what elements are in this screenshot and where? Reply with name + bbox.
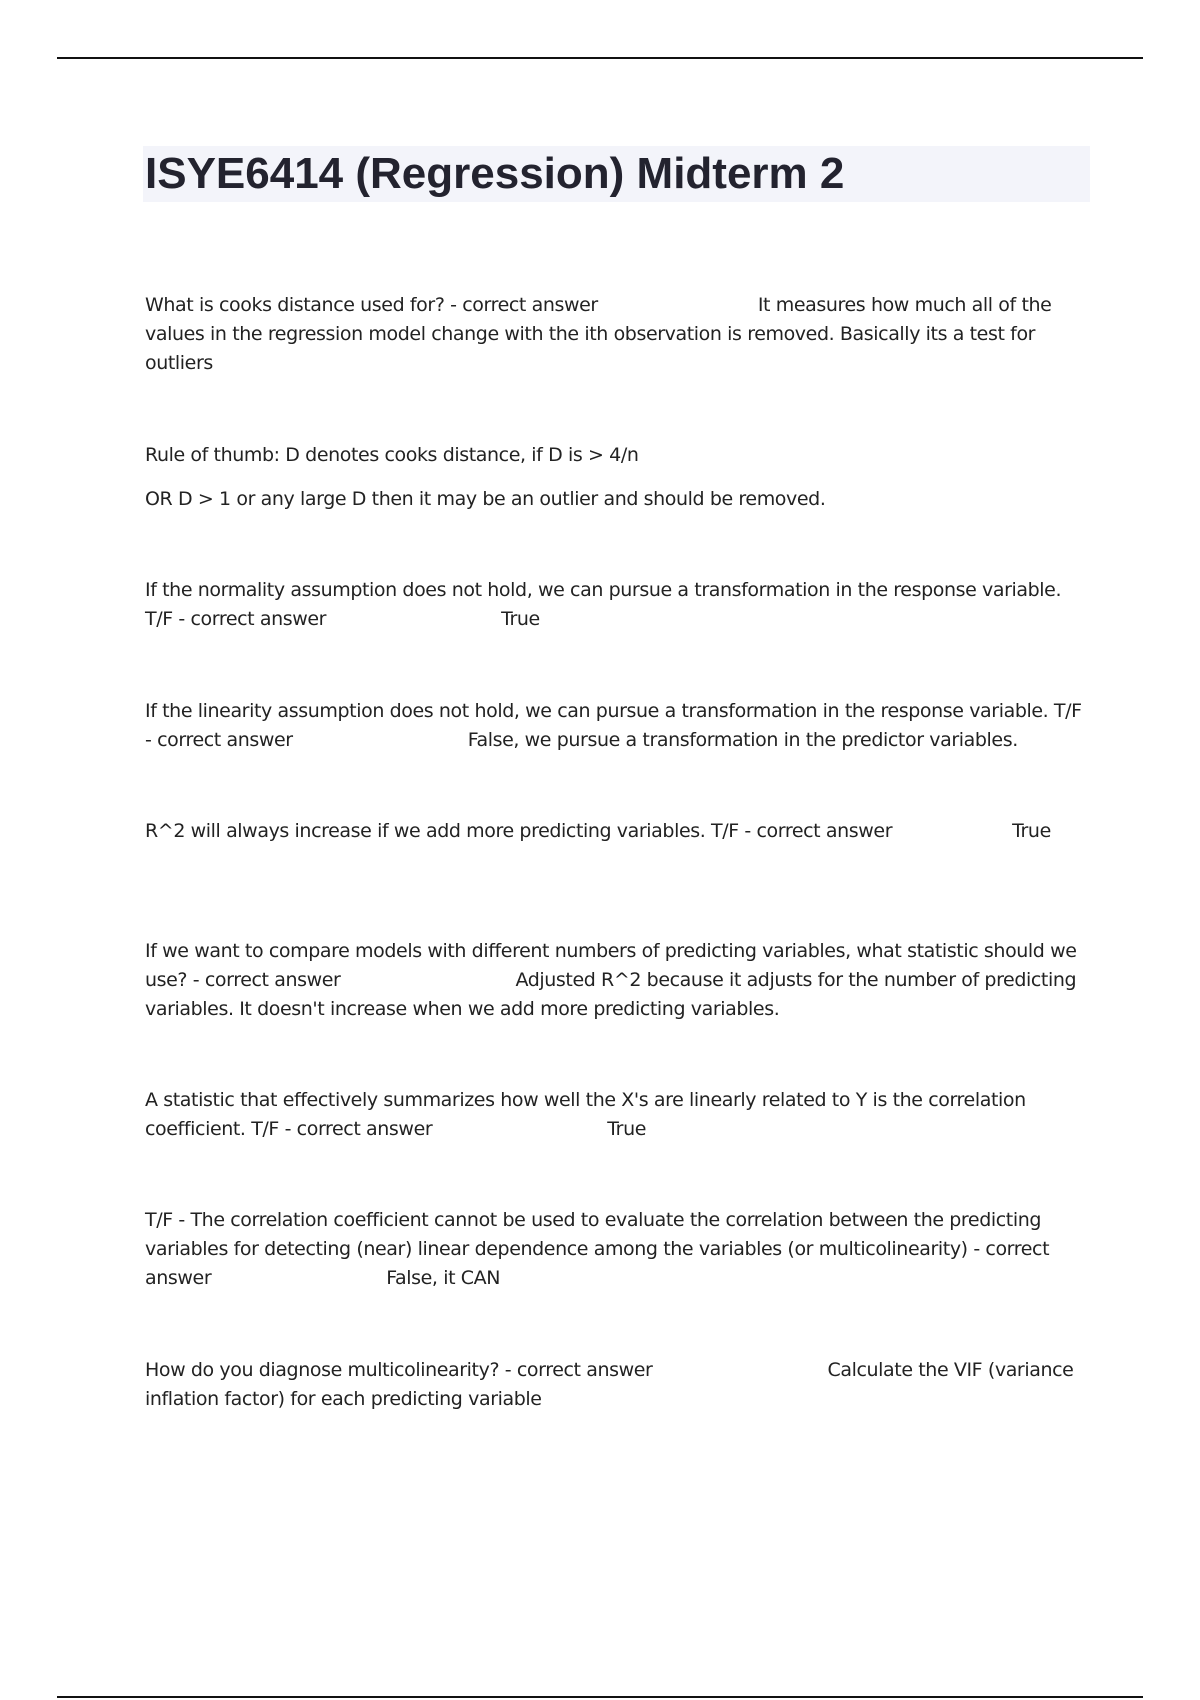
qa-item-cooks-distance [145, 291, 1085, 378]
question-text: How do you diagnose multicolinearity? - correct answer [145, 1359, 653, 1381]
bottom-rule [57, 1696, 1143, 1698]
top-rule [57, 57, 1143, 59]
question-text: If we want to compare models with different numbers of predicting variables, what statistic should we use? - correct answer [145, 940, 1077, 991]
qa-item-correlation-coefficient [145, 1086, 1085, 1144]
answer-text: True [607, 1118, 647, 1140]
qa-item-adjusted-r-squared [145, 937, 1085, 1024]
answer-text: False, we pursue a transformation in the predictor variables. [467, 729, 1018, 751]
question-text: If the normality assumption does not hold, we can pursue a transformation in the response variable. T/F - correct answer [145, 579, 1062, 630]
page-title: ISYE6414 (Regression) Midterm 2 [145, 149, 845, 198]
answer-text: Adjusted R^2 because it adjusts for the number of predicting variables. It doesn't increase when we add more predicting variables. [145, 969, 1077, 1020]
answer-text: It measures how much all of the values in the regression model change with the ith observation is removed. Basically its a test for outliers [145, 294, 1052, 374]
answer-text: True [1012, 820, 1051, 842]
qa-item-diagnose-multicolinearity [145, 1356, 1085, 1414]
question-text: T/F - The correlation coefficient cannot be used to evaluate the correlation between the predicting variables for detecting (near) linear dependence among the variables (or multicolinearity) - correct answer [145, 1209, 1050, 1289]
question-text: A statistic that effectively summarizes how well the X's are linearly related to Y is the correlation coefficient. T/F - correct answer [145, 1089, 1026, 1140]
rule-of-thumb-note [145, 441, 1085, 514]
answer-text: True [501, 608, 540, 630]
note-line-2: OR D > 1 or any large D then it may be an outlier and should be removed. [145, 488, 826, 510]
question-text: R^2 will always increase if we add more predicting variables. T/F - correct answer [145, 820, 893, 842]
qa-item-linearity [145, 697, 1085, 755]
qa-item-r-squared [145, 817, 1085, 846]
answer-text: False, it CAN [386, 1267, 501, 1289]
question-text: What is cooks distance used for? - correct answer [145, 294, 598, 316]
qa-item-multicolinearity-correlation [145, 1206, 1085, 1293]
qa-item-normality [145, 576, 1085, 634]
answer-text: Calculate the VIF (variance inflation factor) for each predicting variable [145, 1359, 1074, 1410]
question-text: If the linearity assumption does not hold, we can pursue a transformation in the response variable. T/F - correct answer [145, 700, 1082, 751]
note-line-1: Rule of thumb: D denotes cooks distance, if D is > 4/n [145, 444, 639, 466]
